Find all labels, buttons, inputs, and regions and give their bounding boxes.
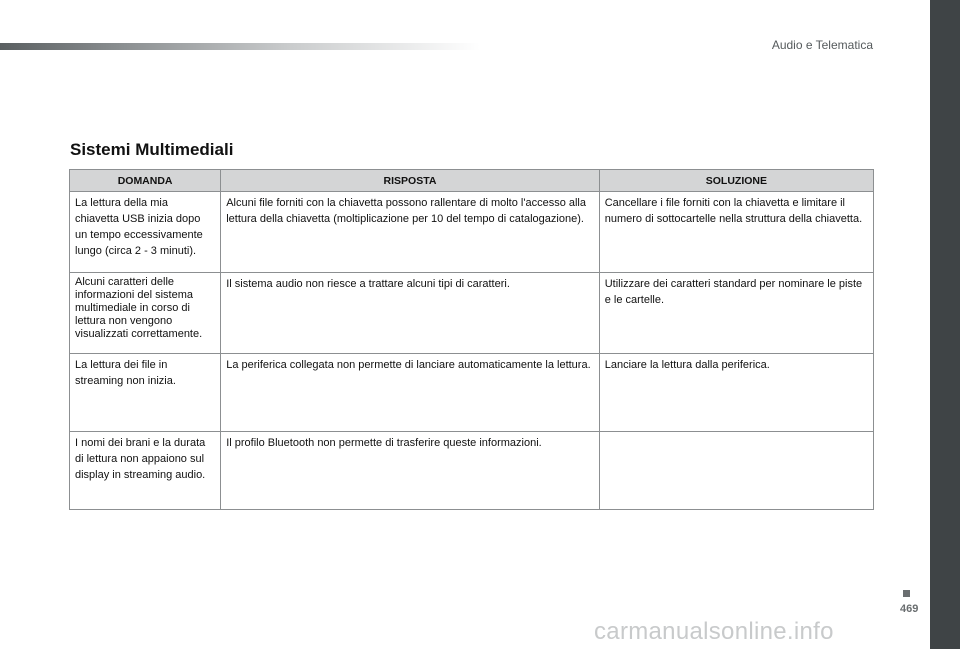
solution-cell xyxy=(599,432,873,510)
table-row xyxy=(70,432,874,510)
column-header-risposta: RISPOSTA xyxy=(221,170,600,192)
solution-cell: Cancellare i file forniti con la chiavetta e limitare il numero di sottocartelle nella struttura della chiavetta. xyxy=(599,192,873,273)
table-row xyxy=(70,273,874,354)
answer-cell: Il profilo Bluetooth non permette di trasferire queste informazioni. xyxy=(221,432,600,510)
page-number: 469 xyxy=(900,603,919,615)
answer-cell: Alcuni file forniti con la chiavetta possono rallentare di molto l'accesso alla lettura della chiavetta (moltiplicazione per 10 del tempo di catalogazione). xyxy=(221,192,600,273)
column-header-soluzione: SOLUZIONE xyxy=(599,170,873,192)
header-gradient-bar xyxy=(0,43,480,50)
page-corner-square-icon xyxy=(903,590,910,597)
faq-table xyxy=(69,169,874,510)
answer-cell: Il sistema audio non riesce a trattare alcuni tipi di caratteri. xyxy=(221,273,600,354)
question-cell: La lettura della mia chiavetta USB inizia dopo un tempo eccessivamente lungo (circa 2 - 3 minuti). xyxy=(70,192,221,273)
question-cell: I nomi dei brani e la durata di lettura non appaiono sul display in streaming audio. xyxy=(70,432,221,510)
question-cell: La lettura dei file in streaming non inizia. xyxy=(70,354,221,432)
solution-cell: Utilizzare dei caratteri standard per nominare le piste e le cartelle. xyxy=(599,273,873,354)
table-row xyxy=(70,354,874,432)
table-header-row xyxy=(70,170,874,192)
watermark-text: carmanualsonline.info xyxy=(594,618,834,645)
table-row xyxy=(70,192,874,273)
chapter-side-strip xyxy=(930,0,960,649)
section-header-title: Audio e Telematica xyxy=(771,38,873,52)
page-title: Sistemi Multimediali xyxy=(70,140,234,159)
solution-cell: Lanciare la lettura dalla periferica. xyxy=(599,354,873,432)
question-cell: Alcuni caratteri delle informazioni del sistema multimediale in corso di lettura non vengono visualizzati correttamente. xyxy=(70,273,221,354)
column-header-domanda: DOMANDA xyxy=(70,170,221,192)
answer-cell: La periferica collegata non permette di lanciare automaticamente la lettura. xyxy=(221,354,600,432)
